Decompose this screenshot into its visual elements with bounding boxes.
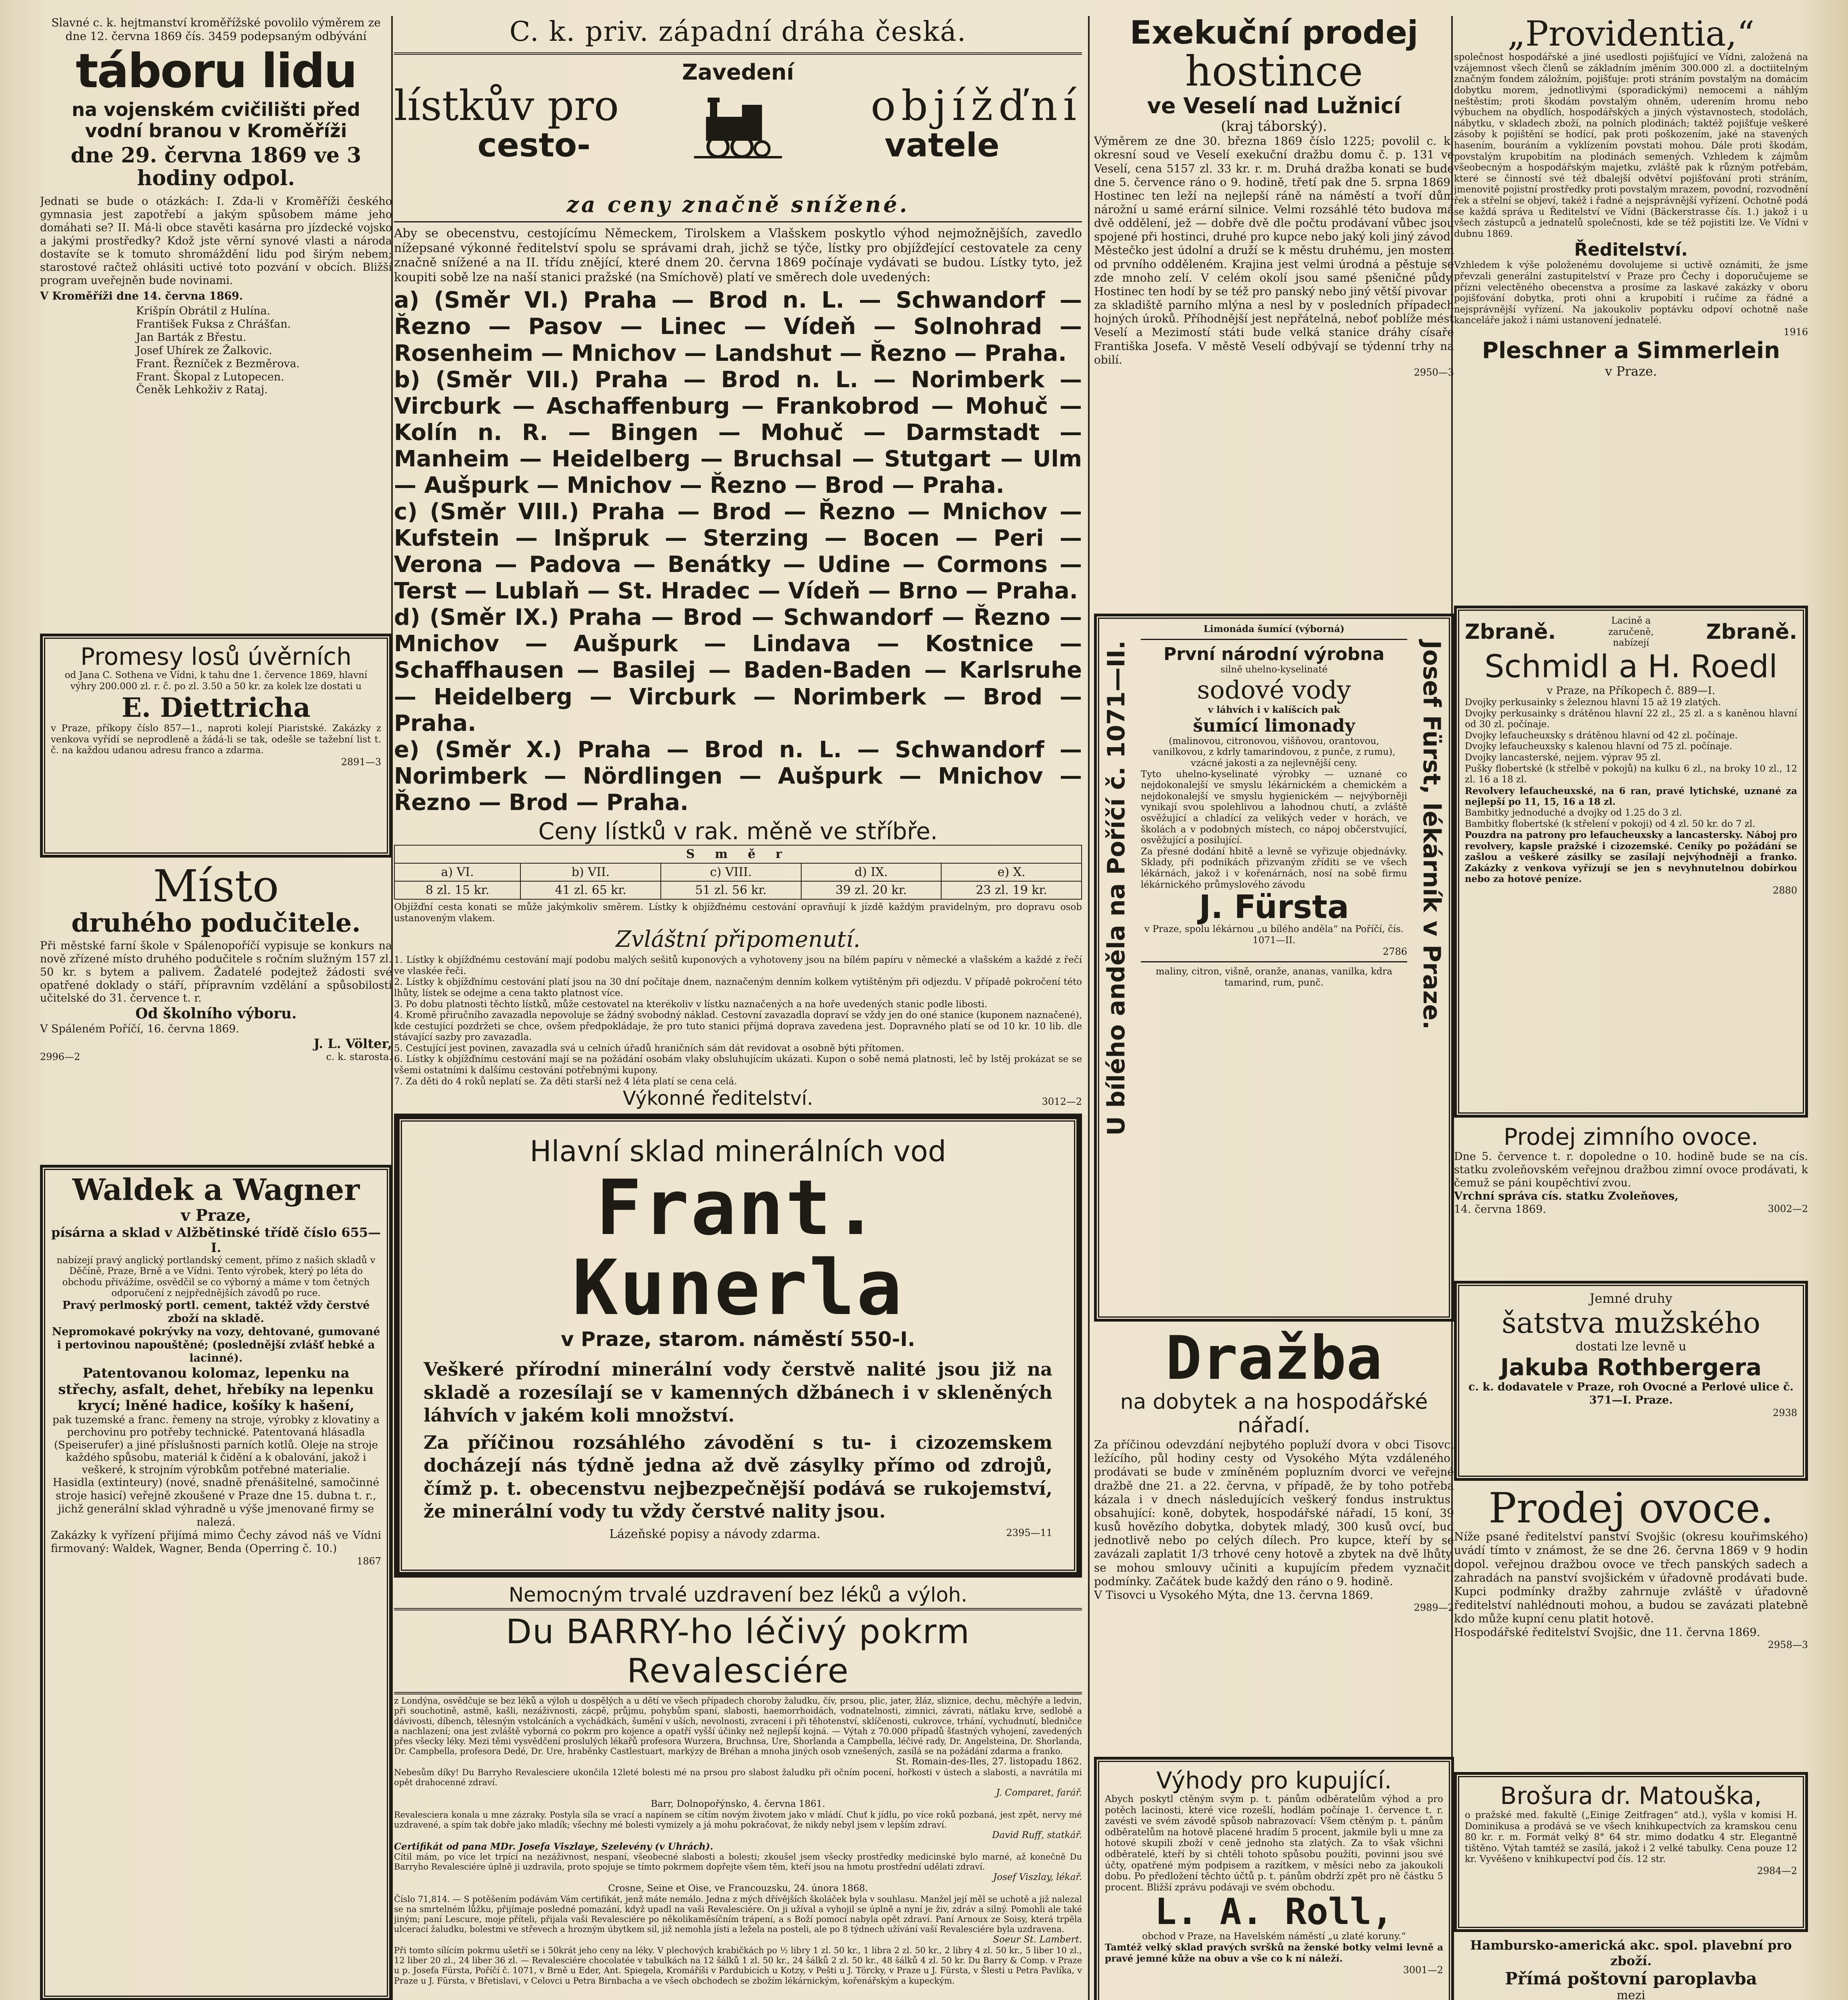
misto-body: Při městské farní škole v Spálenopoříčí vypisuje se konkurs na nově zřízené místo druhého podučitele s ročním služným 157 zl. 50 kr. s bytem a palivem. Žadatelé podejtež žádosti své opatřené doklady o stáří, přípravním vzdělání a spůsobilosti učitelské do 31. července t. r. — [40, 939, 392, 1005]
zvlastni-item: 6. Lístky k objížďnímu cestování mají se na požádání osobám vlaky obsluhujícím ukázati. Kupon o sobě nemá platnosti, leč by lstěj prokázat se se všemi ostatními k dalšímu cestování potřebnými kupony. — [394, 1054, 1082, 1076]
misto-signature: J. L. Völter, — [314, 1036, 392, 1052]
prov-body-2: Vzhledem k výše položenému dovolujeme si uctivě oznámiti, že jsme převzali generální zastupitelství v Praze pro Čechy i doporučujeme se přízni velectěného obecenstva a prosíme za laskavé zakázky v oboru pojišťování dobytka, proti ohni a krupobití i ručíme za řádné a nejsprávnější vyřízení. Na jakoukoliv poptávku odpoví ochotně naše kanceláře jakož i námi ustanovení jednatelé. — [1454, 260, 1808, 326]
ad-waldek-wagner — [40, 1165, 392, 2000]
vyhody-address: obchod v Praze, na Havelském náměstí „u zlaté koruny.“ — [1142, 1931, 1406, 1942]
barry-title: Du BARRY-ho léčivý pokrm Revalesciére — [506, 1612, 970, 1691]
misto-dateline: V Spáleném Poříčí, 16. června 1869. — [40, 1023, 240, 1036]
kunerle-address: v Praze, starom. náměstí 550-I. — [561, 1328, 915, 1351]
zvlastni-item: 4. Kromě přiručního zavazadla nepovoluje se žádný svobodný náklad. Cestovní zavazadla dopraví se vždy jen do oné stanice (kuponem naznačené), kde cestující pozdržeti se chce, ovšem předpokládaje, že pro tuto stanici příjmá doprava zavedena jest. Dopravného platí se od 10 kr. 10 lib. dle stávající sazby pro zavazadla. — [394, 1010, 1082, 1043]
ad-misto — [40, 863, 392, 1159]
prov-number: 1916 — [1783, 326, 1808, 338]
zim-dateline: 14. června 1869. — [1454, 1203, 1546, 1216]
vykonne-reditelstvi: Výkonné ředitelství. — [623, 1087, 813, 1110]
zim-title: Prodej zimního ovoce. — [1504, 1123, 1758, 1150]
zbrane-note: Pouzdra na patrony pro lefaucheuxsky a lancastersky. Náboj pro revolvery, kapsle pražské i cizozemské. Ceníky po požádání se zašlou a veškeré zásilky se zasílají nejvýhodněji a franko. Zakázky z venkova vyřízují se jen s nevyhnutelnou dobírkou nebo za hotové peníze. — [1465, 830, 1797, 885]
fares-head-cell: a) VI. — [394, 863, 520, 881]
waldek-body-6: Hasidla (extinteury) (nové, snadně přenášitelné, samočinné stroje hasicí) veřejně zkoušené v Praze dne 15. dubna t. r., jichž generální sklad výhradně u výše jmenované firmy se nalezá. — [52, 1476, 380, 1528]
barry-letter-1: Nebesům díky! Du Barryho Revalesciere ukončila 12leté bolesti mé na prsou pro slabost žaludku při očním pocení, hořkosti v ústech a slabosti, a navrátila mi opět drahocenné zdraví. — [394, 1767, 1082, 1788]
zbrane-left: Zbraně. — [1465, 620, 1556, 644]
zbrane-firm: Schmidl a H. Roedl — [1484, 648, 1778, 685]
sat-sub: dostati lze levně u — [1576, 1340, 1686, 1354]
sat-firm: Jakuba Rothbergera — [1500, 1354, 1762, 1381]
limonada-title: První národní výrobna — [1163, 644, 1385, 664]
promesy-title: Promesy losů úvěrních — [80, 643, 352, 671]
ad-promesy — [40, 634, 392, 858]
railway-banner — [394, 60, 1082, 192]
sat-number: 2938 — [1772, 1407, 1797, 1418]
tabor-intro: Slavné c. k. hejtmanství kroměřížské povolilo výměrem ze dne 12. června 1869 čís. 3459 podepsaným odbývání — [51, 16, 381, 43]
waldek-body-1: nabízejí pravý anglický portlandský cement, přímo z našich skladů v Děčíně, Praze, Brně a ve Vídni. Tento výrobek, který po léta do obchodu přivážíme, osvědčil se co výborný a máme v tom četných odporučení z nejpřednějších závodů po ruce. — [56, 1255, 376, 1299]
limonada-vertical-right: Josef Fürst, lékárník v Praze. — [1418, 640, 1446, 1030]
zbrane-item: Dvojky lefaucheuxsky s drátěnou hlavní od 42 zl. počínaje. — [1465, 730, 1738, 741]
locomotive-icon — [694, 89, 782, 161]
fares-head-cell: e) X. — [941, 863, 1082, 881]
ad-du-barry — [394, 1583, 1082, 1986]
zbrane-right: Zbraně. — [1706, 620, 1797, 644]
ad-hamburg-america — [1454, 1938, 1808, 2000]
zbrane-item: Bambitky flobertské (k střelení v pokoji) od 4 zl. 50 kr. do 7 zl. — [1465, 818, 1756, 829]
signer: Frant. Škopal z Lutopecen. — [136, 370, 284, 383]
vyhody-title: Výhody pro kupující. — [1156, 1767, 1392, 1794]
railway-header: C. k. priv. západní dráha česká. — [509, 16, 967, 48]
waldek-body-4: Patentovanou kolomaz, lepenku na střechy, asfalt, dehet, hřebíky na lepenku krycí; lněné hadice, košíky k hašení, — [58, 1365, 374, 1414]
limonada-number: 2786 — [1382, 946, 1407, 958]
limonada-sub-2: v láhvích i v kalíšcích pak — [1208, 704, 1340, 716]
zbrane-number: 2880 — [1772, 885, 1797, 896]
zim-signature: Vrchní správa cís. statku Zvoleňoves, — [1454, 1190, 1678, 1202]
column-divider — [1088, 16, 1090, 2000]
promesy-firm: E. Diettricha — [121, 692, 311, 724]
drazba-body: Za příčinou odevzdání nejbytého popluží dvora v obci Tisovci ležícího, půl hodiny cesty od Vysokého Mýta vzdáleného, prodávati se bude v zmíněném popluzním dvorci ve veřejné dražbě dne 21. a 22. června, v případě, že by toho potřeba kázala i v dnech následujících veškerý fondus instruktus, obsahující: koně, dobytek, hospodářské nářadí, 15 koní, 39 kusů hovězího dobytka, dobytek mladý, 300 kusů ovcí, buď jednotlivě nebo po celých dílech. Pro kupce, kteří by se zavázali zaplatit 1/3 trhové ceny hotově a zbytek na dvě lhůty, se mohou smlouvy učiniti a kupujícím předem vyznačiti podmínky. Začátek bude každý den ráno o 9. hodině. — [1094, 1438, 1454, 1588]
exek-number: 2950—3 — [1414, 366, 1454, 378]
limonada-firm: J. Fürsta — [1199, 888, 1349, 926]
zvlastni-item: 7. Za děti do 4 roků neplatí se. Za děti starší než 4 léta platí se cena celá. — [394, 1076, 737, 1087]
barry-dateline: St. Romain-des-Iles, 27. listopadu 1862. — [896, 1756, 1082, 1767]
column-4 — [1454, 16, 1808, 2000]
vyhody-number: 3001—2 — [1403, 1964, 1443, 1976]
prov-signature: Ředitelství. — [1574, 240, 1688, 260]
divider — [394, 1692, 1082, 1694]
fares-note: Objížďní cesta konati se může jakýmkoliv směrem. Lístky k objížďnému cestování opravňují k jízdě každým pravidelným, pro dopravu osob ustanoveným vlakem. — [394, 902, 1082, 924]
vyhody-firm: L. A. Roll, — [1154, 1891, 1394, 1933]
fares-head-cell: b) VII. — [520, 863, 661, 881]
barry-dateline-2: Barr, Dolnopořýnsko, 4. června 1861. — [650, 1798, 825, 1809]
vyhody-extra: Tamtéž velký sklad pravých svršků na ženské botky velmi levně a pravé jemné kůže na obuv a vše co k ní náleží. — [1105, 1942, 1443, 1964]
ad-prodej-ovoce-svojsice — [1454, 1486, 1808, 1766]
waldek-number: 1867 — [356, 1555, 381, 1567]
divider — [394, 221, 1082, 222]
zvlastni-title: Zvláštní připomenutí. — [616, 926, 860, 953]
ovoce-number: 2958—3 — [1768, 1639, 1808, 1651]
zbrane-item: Dvojky perkusainky s drátěnou hlavní 22 zl., 25 zl. a s kaněnou hlavní od 30 zl. počínaje. — [1465, 708, 1797, 730]
promesy-number: 2891—3 — [341, 756, 381, 768]
column-2 — [394, 16, 1082, 2000]
ovoce-body: Níže psané ředitelství panství Svojšic (okresu kouřimského) uvádí tímto v známost, že se dne 26. června 1869 v 9 hodin dopol. veřejnou dražbou ovoce ve třech panských sadech a zahradách na panství svojšickém v úřadovně prodávati bude. Kupci podmínky dražby zahrnuje zvláště v úřadovně ředitelství nahlédnouti mohou, a budou se zavázati platebně kdo může kupní cenu platit hotově. — [1454, 1530, 1808, 1626]
zvlastni-list — [394, 955, 1082, 1087]
signer: Jan Barták z Břestu. — [136, 331, 246, 344]
exek-body: Výměrem ze dne 30. března 1869 číslo 1225; povolil c. k. okresní soud ve Veselí exekuční dražbu domu č. p. 131 ve Veselí, cena 5157 zl. 33 kr. r. m. Druhá dražba konati se bude dne 5. července ráno o 9. hodině, třetí pak dne 5. srpna 1869. Hostinec ten leží na nejlepší ráně na náměstí a tvoří dům nárožní u samé erární silnice. Velmi rozsáhlé této budova má dvě oddělení, jež — dobře dvě dle počtu prodávaní vůbec jsou spojené při hostinci, druhé pro kupce nebo jaký koli jiný závod. Městečko jest údolní a druží se k městu druhému, jen mostem od prvního odděleném. Krajina jest velmi úrodná a pěstuje se zde mnoho zelí. V celém okolí jsou samé pšeničné půdy. Hostinec ten hodí by se též pro panský nebo jiný větší pivovar i za skladiště parního mlýna a nesl by v posledních případech hojných úroků. Příhodnější jest nepřátelná, neboť poblíže mést Veselí a Mezimostí státi bude velká stanice dráhy císaře Františka Josefa. V městě Veselí odbývají se týdenní trhy na obilí. — [1094, 134, 1454, 366]
fares-smer-header: S m ě r — [394, 845, 1082, 863]
misto-subtitle: druhého podučitele. — [71, 908, 361, 938]
zbrane-item: Dvojky perkusainky s železnou hlavní 15 až 19 zlatých. — [1465, 697, 1721, 708]
exek-place: ve Veselí nad Lužnicí — [1147, 93, 1401, 119]
zvlastni-item: 1. Lístky k objížďnému cestování mají podobu malých sešitů kuponových a vyhotoveny jsou na bílém papíru v německé a vlašském a každé z řečí ve vlaskée řeči. — [394, 955, 1082, 976]
barry-letter-2: Revalesciera konala u mne zázraky. Postyla síla se vrací a napínem se cítím novým životem jako v mládí. Chuť k jídlu, po více roků pozbaná, jest zpět, nervy mé uzdravené, a spím tak dobře jako mladík; všechny mé bolesti vymizely a já mohu pokračovat, že nikdy nebyl jsem v lepším zdraví. — [394, 1810, 1082, 1830]
ad-vyhody — [1094, 1757, 1454, 2000]
barry-sig-4: Soeur St. Lambert. — [993, 1934, 1082, 1945]
prov-body: společnost hospodářské a jiné usedlosti pojišťující ve Vídni, založená na vzájemnost všech členů se základním jměním 300.000 zl. a doctiitelným značným fondem záložním, pojišťuje: proti stráním povstalým na domácím dobytku morem, jednotlivými (sporadickými) nemocemi a náhlým neštěstím; proti škodám povstalým ohněm, uderením hromu nebo výbuchem na obydlích, hospodářských a jiných výstavnostech, stodolách, nábytku, v skladech zboží, na polních plodinách; taktéž pojišťuje veškeré zásoby k pojištění se hodící, pak proti poškozením, jaké na stavených hasením, bouráním a vyklízením povstati mohou. Dále proti škodám, povstalým krupobitím na plodinách semených. Vzhledem k zájmům všeobecným a hospodářským majetku, zvláště pak k různým potřebám, které se činností své též dbalejší odvětví pojišťování proti stráním, jmenovitě pojistní prostředky proti povstalým mrazem, povodní, rozvodnění řek a střelní se objeví, takéž i řadné a nejsprávnější vyřízení. Ochotně podá se každá správa u Ředitelství ve Vídni (Bäckerstrasse čís. 1.) jakož i u všech zástupců a jednatelů společnosti, kde se též pojistiti lze. Ve Vídni v dubnu 1869. — [1454, 52, 1808, 239]
barry-letter-3: Cítil mám, po více let trpící na nezáživnost, nespaní, všeobecné slabosti a bolesti; zkoušel jsem všecky prostředky medicinské bylo marné, až konečně Du Barryho Revalesciére úplně ji uzdravila, proto spojuje se tímto pokrmem dopřejte všem těm, kteří jsou na hmotu prostřední udělati zdraví. — [394, 1852, 1082, 1872]
tabor-date: dne 29. června 1869 ve 3 hodiny odpol. — [70, 143, 362, 191]
divider — [394, 1608, 1082, 1610]
ad-tabor-lidu — [40, 16, 392, 628]
zbrane-item: Dvojky lancasterské, nejjem. výprav 95 zl. — [1465, 752, 1661, 763]
ad-limonada — [1094, 614, 1454, 1322]
kunerle-body-2: Za příčinou rozsáhlého závodění s tu- i cizozemskem docházejí nás týdně jedna až dvě zásylky přímo od zdrojů, čímž p. t. obecenstvu nejbezpečnější podává se rukojemství, že minerální vody tu vždy čerstvé nality jsou. — [424, 1431, 1052, 1522]
sat-pre: Jemné druhy — [1590, 1291, 1672, 1306]
ad-zbrane — [1454, 606, 1808, 1118]
limonada-flavors: (malinovou, citronovou, višňovou, orantovou, vanilkovou, z kdrly tamarindovou, z punče, z rumu), vzácné jakosti a za nejlevnější ceny. — [1152, 736, 1396, 768]
railway-big-right-2: vatele — [884, 126, 1000, 164]
ad-brosura — [1454, 1772, 1808, 1932]
drazba-title: Dražba — [1166, 1327, 1382, 1393]
ad-providentia — [1454, 16, 1808, 600]
ovoce-title: Prodej ovoce. — [1488, 1486, 1774, 1532]
exek-kraj: (kraj táborský). — [1221, 118, 1327, 135]
price-heading: Ceny lístků v rak. měně ve stříbře. — [538, 817, 938, 845]
zvlastni-item: 2. Lístky k objížďnímu cestování platí jsou na 30 dní počítaje dnem, naznačeným denním kolkem vytištěným při odjezdu. V případě pokročení této lhůty, lístek se odejme a cena takto platnost více. — [394, 977, 1082, 998]
sat-address: c. k. dodavatele v Praze, roh Ovocné a Perlové ulice č. 371—I. Praze. — [1468, 1381, 1794, 1406]
limonada-body: Tyto uhelno-kyselinaté výrobky — uznané co nejdokonalejší ve smyslu lékárnickém a chemickém a nejdokonalejší ve smyslu hygienickém — nejvýborněji vynikají svou spolehlivou a lahodnou chutí, a zvláště osvěžující a chladící za velikých veder v horách, ve školách a v podobných místech, co nápoj občerstvující, osvěžující a posilující. — [1141, 769, 1407, 846]
ad-kunerle — [394, 1114, 1082, 1578]
prov-firm: Pleschner a Simmerlein — [1482, 337, 1780, 364]
column-3 — [1094, 16, 1454, 2000]
kunerle-body: Veškeré přírodní minerální vody čerstvě nalité jsou již na skladě a rozesílají se v kamenných džbánech i v skleněných láhvích v jakém koli množství. — [424, 1358, 1052, 1426]
fares-head-cell: c) VIII. — [661, 863, 801, 881]
divider — [394, 52, 1082, 55]
divider — [1141, 961, 1407, 962]
railway-zavedeni: Zavedení — [682, 60, 794, 85]
limonada-big: sodové vody — [1197, 675, 1351, 705]
ovoce-dateline: Hospodářské ředitelství Svojšic, dne 11. června 1869. — [1454, 1626, 1760, 1639]
route-b: b) (Směr VII.) Praha — Brod n. L. — Norimberk — Vircburk — Aschaffenburg — Frankobrod — Mohuč — Kolín n. R. — Bingen — Mohuč — Darmstadt — Manheim — Heidelberg — Bruchsal — Stutgart — Ulm — Aušpurk — Mnichov — Řezno — Brod — Praha. — [394, 366, 1082, 498]
railway-routes — [394, 287, 1082, 816]
ad-drazba — [1094, 1327, 1454, 1751]
waldek-body-2: Pravý perlmoský portl. cement, taktéž vždy čerstvé zboží na skladě. — [62, 1299, 370, 1325]
barry-body: z Londýna, osvědčuje se bez léků a výloh u dospělých a u dětí ve všech případech choroby žaludku, čív, prsou, plic, jater, žláz, sliznice, dechu, měchýře a ledvin, při souchotině, astmě, kašli, nezáživnosti, zácpě, průjmu, pohybům spaní, slabosti, haemorrhoidách, vodnatelnosti, zimnici, závrati, nátlaku krve, sedlobě a dávivosti, díbench, tělesným vstolcáních a vychádkách, šumění v uších, nevolnosti, zvracení i při těhotenství, sklíčenosti, cukrovce, trhání, vychudnutí, bledničce a nachlazení; ona jest zvláště vyborná co pokrm pro kojence a opatří vyšší účinky než nejlepší kojná. — Výtah z 70.000 případů šťastných vyhojení, zavedených přes všecky léky. Mezi těmi vysvědčení proslulých lékařů profesora Wurzera, Bruchnsa, Ure, Shorlanda a Campbella, léčivé rady, Dr. Angelsteina, Dr. Shorlanda, Dr. Campbella, profesora Dedé, Dr. Ure, hraběnky Castlestuart, markýzy de Bréhan a mnoha jiných osob vznešených, zasílá se na požádání zdarma a franko. — [394, 1696, 1082, 1756]
promesy-body: od Jana C. Sothena ve Vídni, k tahu dne 1. července 1869, hlavní výhry 200.000 zl. r. č. po zl. 3.50 a 50 kr. za kolek lze dostati u — [64, 670, 368, 692]
zim-body: Dne 5. července t. r. dopoledne o 10. hodině bude se na cís. statku zvoleňovském veřejnou dražbou zimní ovoce prodávati, k čemuž se páni koupěchtiví zvou. — [1454, 1150, 1808, 1189]
prov-firm-city: v Praze. — [1605, 363, 1657, 379]
vyhody-body: Abych poskytl ctěným svým p. t. pánům odběratelům výhod a pro potěch lacinosti, které vice rozešlí, hodlám počínaje 1. července t. r. zavésti ve svém závodě spůsob nabrazovací: Všem ctěným p. t. pánům odběratelům na hotově placené hradím 5 procent, jakmile byli u mne za hotové skupili zboží v ceně jednoho sta zlatých. Za to však všichni odběratelé, kteří by si chtěli tohoto spůsobu použíti, povinni jsou své účty, opatřené mým podpisem a razítkem, v měsíci nebo za jakoukoli dobu. Po předložení těchto účtů p. t. pánům obdrží zpět pro ně částku 5 procent. Bližší zprávu podávaji ve svém obchodu. — [1105, 1794, 1443, 1893]
divider — [1141, 639, 1407, 640]
drazba-subtitle: na dobytek a na hospodářské nářadí. — [1120, 1390, 1428, 1438]
brosura-number: 2984—2 — [1757, 1865, 1797, 1876]
zbrane-item: Pušky flobertské (k střelbě v pokojů) na kulku 6 zl., na broky 10 zl., 12 zl. 16 a 18 zl. — [1465, 763, 1797, 785]
railway-big-left-2: cesto- — [477, 126, 591, 164]
railway-big-left: lístkův pro — [394, 81, 619, 130]
fares-value-cell: 23 zl. 19 kr. — [941, 881, 1082, 899]
misto-title: Místo — [153, 863, 279, 912]
waldek-body-7: Zakázky k vyřízení přijímá mimo Čechy závod náš ve Vídni firmovaný: Waldek, Wagner, Benda (Operring č. 10.) — [51, 1529, 381, 1555]
prov-title: „Providentia,“ — [1507, 16, 1755, 54]
zbrane-item: Bambitky jednoduché a dvojky od 1.25 do 3 zl. — [1465, 807, 1682, 818]
fares-value-cell: 51 zl. 56 kr. — [661, 881, 801, 899]
waldek-body-5: pak tuzemské a franc. řemeny na stroje, výrobky z klovatiny a perchovinu pro potřeby technické. Patentovaná hlásadla (Speiserufer) a jiné příslušnosti parních kotlů. Oleje na stroje každého spůsobu, materiál k čidění a k obalování, jakož i veškeré, k strojním výrobkům potřebné materialie. — [52, 1414, 380, 1476]
ad-satstvo — [1454, 1281, 1808, 1481]
signer: František Fuksa z Chrášťan. — [136, 318, 291, 330]
kunerle-pre: Hlavní sklad minerálních vod — [530, 1134, 946, 1168]
waldek-title: Waldek a Wagner — [72, 1173, 360, 1207]
limonada-vertical-left: U bílého anděla na Poříčí č. 1071—II. — [1102, 640, 1130, 1136]
ad-prodej-zimniho-ovoce — [1454, 1123, 1808, 1275]
kunerle-number: 2395—11 — [1006, 1527, 1052, 1538]
zbrane-item: Revolvery lefaucheuxské, na 6 ran, pravé lytichské, uznané za nejlepší po 11, 15, 16 a 18 zl. — [1465, 785, 1797, 808]
sat-title: šatstva mužského — [1502, 1306, 1760, 1340]
fares-head-cell: d) IX. — [801, 863, 942, 881]
zvlastni-item: 3. Po dobu platnosti těchto lístků, může cestovatel na kterékoliv v lístku naznačených a na hoře uvedených stanic podle libosti. — [394, 999, 988, 1010]
ham-title: Přímá poštovní paroplavba — [1505, 1969, 1757, 1989]
railway-big-right: objížďní — [870, 81, 1082, 130]
barry-cert: Certifikát od pana MDr. Josefa Viszlaye, Szelevény (v Uhrách). — [394, 1841, 713, 1852]
tabor-place: na vojenském cvičilišti před vodní branou v Kroměříži — [72, 99, 360, 142]
exek-word: hostince — [1185, 47, 1363, 96]
fares-value-cell: 39 zl. 20 kr. — [801, 881, 942, 899]
misto-signature-title: c. k. starosta. — [326, 1051, 392, 1063]
limonada-head: Limonáda šumící (výborná) — [1203, 624, 1345, 634]
misto-number: 2996—2 — [40, 1051, 80, 1063]
fares-value-cell: 41 zl. 65 kr. — [520, 881, 661, 899]
ham-pre: Hambursko-americká akc. spol. plavební pro zboží. — [1470, 1938, 1792, 1969]
zim-number: 3002—2 — [1768, 1203, 1808, 1214]
limonada-address: v Praze, spolu lékárnou „u bílého anděla“ na Poříčí, čís. 1071—II. — [1144, 924, 1404, 946]
barry-letter-4: Číslo 71,814. — S potěšením podávám Vám certifikát, jenž máte nemálo. Jedna z mých dřívějších školáček byla v souhlasu. Manžel její měl se uchotě a již nalezal se na smrtelném lůžku, přijímaje posledné pomazání, když upadl na vaši Revalesciére. On ji užíval a vyhojil se úplně a nyní je živ, zdráv a silný. Pomohli ale také jiným; paní Lescure, moje příteli, přijala vaši Revalesciére po několikaměsíčním trápení, a s Boží pomocí nabyla opět zdraví. Paní Arnoux ze Soisy, která trpěla ulcerací žaludku, bolestmi ve střevech a hrozným úbytkem sil, již nemohla jísti a ležela na posteli, ale po 8 týdnech užívání vaší Revalesciére byla uzdravena. — [394, 1894, 1082, 1934]
barry-dateline-3: Crosne, Seine et Oise, ve Francouzsku, 24. února 1868. — [608, 1883, 868, 1894]
waldek-city: v Praze, — [180, 1206, 252, 1225]
barry-pre: Nemocným trvalé uzdravení bez léků a výloh. — [508, 1583, 968, 1607]
route-d: d) (Směr IX.) Praha — Brod — Schwandorf — Řezno — Mnichov — Aušpurk — Lindava — Kostnice — Schaffhausen — Basilej — Baden-Baden — Karlsruhe — Heidelberg — Vircburk — Norimberk — Brod — Praha. — [394, 604, 1082, 736]
zbrane-item: Dvojky lefaucheuxsky s kalenou hlavní od 75 zl. počínaje. — [1465, 741, 1732, 752]
zvlastni-item: 5. Cestující jest povinen, zavazadla svá u celních úřadů hraničních sám dát revidovat a osobně býti přítomen. — [394, 1043, 904, 1054]
zbrane-list — [1465, 697, 1797, 830]
tabor-title: táboru lidu — [76, 43, 356, 99]
tabor-body: Jednati se bude o otázkách: I. Zda-li v Kroměříži českého gymnasia jest zapotřebí a jakým spůsobem máme jeho domáhati se? II. Má-li obce stavěti kasárna pro jízdecké vojsko a jakými prostředky? Kdož jste věrní synové vlasti a národa dostavíte se k tomuto shromáždění lidu pod širým nebem; starostové račtež ohlásiti uctivé toto pozvání v obcích. Bližší program uveřejněn bude novinami. — [40, 195, 392, 287]
fares-value-cell: 8 zl. 15 kr. — [394, 881, 520, 899]
tabor-signers — [40, 305, 392, 397]
exek-title: Exekuční prodej — [1130, 16, 1418, 51]
barry-sig-2: David Ruff, statkář. — [992, 1830, 1082, 1840]
tabor-dateline: V Kroměříži dne 14. června 1869. — [40, 290, 243, 302]
column-1 — [40, 16, 392, 2000]
limonada-foot: maliny, citron, višně, oranže, ananas, vanilka, kdra tamarind, rum, punč. — [1156, 966, 1392, 988]
zbrane-small: Lacině a zaručeně, nabízejí — [1608, 616, 1654, 648]
limonada-sub: silně uhelno-kyselinaté — [1220, 664, 1328, 675]
brosura-title: Brošura dr. Matouška, — [1500, 1782, 1762, 1810]
signer: Josef Uhírek ze Žalkovic. — [136, 344, 272, 357]
route-c: c) (Směr VIII.) Praha — Brod — Řezno — Mnichov — Kufstein — Inšpruk — Sterzing — Bocen — Peri — Verona — Padova — Benátky — Udine — Cormons — Terst — Lublaň — St. Hradec — Vídeň — Brno — Praha. — [394, 499, 1082, 604]
limonada-body-2: Za přesné dodání hbitě a levně se vyřizuje objednávky. Sklady, při podnikách přizvaným zříditi se ve všech lékárnách, jakož i v kořenárnách, nosí na sobě firmu lékárnického průmyslového závodu — [1141, 846, 1407, 890]
railway-intro: Aby se obecenstvu, cestojícímu Německem, Tirolskem a Vlašskem poskytlo výhod nejmožnějších, zavedlo nížepsané výkonné ředitelství spolu se správami drah, jichž se týče, lístky pro objížďející cestovatele za ceny značně snížené a na II. třídu znějící, které dnem 20. června 1869 počínaje vydávati se budou. Lístky tyto, jež koupiti sobě lze na naší stanici pražské (na Smíchově) platí ve směrech dole uvedených: — [394, 226, 1082, 284]
barry-sig-3: Josef Viszlay, lékař. — [993, 1872, 1082, 1883]
drazba-dateline: V Tisovci u Vysokého Mýta, dne 13. června 1869. — [1094, 1588, 1374, 1602]
signer: Čeněk Lehkoživ z Rataj. — [136, 384, 268, 396]
ham-mezi: mezi — [1616, 1988, 1646, 2000]
zbrane-address: v Praze, na Příkopech č. 889—I. — [1546, 684, 1715, 697]
kunerle-foot: Lázeňské popisy a návody zdarma. — [609, 1527, 821, 1541]
kunerle-name: Frant. Kunerla — [572, 1164, 904, 1332]
ad-exekucni-prodej — [1094, 16, 1454, 608]
promesy-addr: v Praze, příkopy číslo 857—1., naproti kolejí Piaristské. Zakázky z venkova vyřídí se neprodleně a žádá-li se tak, odešle se tažební list t. č. na každou udanou adresu franco a zdarma. — [51, 723, 381, 756]
brosura-body: o pražské med. fakultě („Einige Zeitfragen“ atd.), vyšla v komisi H. Dominikusa a prodává se ve všech knihkupectvích za kramskou cenu 80 kr. r. m. Formát velký 8° 64 str. mimo dodatku 4 str. Elegantně tištěno. Výtah tamtéž se zasílá, jakož i 2 velké tabulky. Cena pouze 12 kr. Vyvěšeno v knihkupectví pod čís. 12 str. — [1465, 1810, 1797, 1865]
waldek-body-3: Nepromokavé pokrývky na vozy, dehtované, gumované i pertovinou napouštěné; (poslednější zvlášť hebké a lacinné). — [52, 1325, 380, 1364]
signer: Frant. Řezníček z Bezměrova. — [136, 357, 300, 370]
railway-number: 3012—2 — [1042, 1096, 1082, 1108]
railway-subtitle: za ceny značně snížené. — [566, 192, 910, 217]
drazba-number: 2989—2 — [1414, 1602, 1454, 1613]
misto-board: Od školního výboru. — [135, 1005, 297, 1022]
route-a: a) (Směr VI.) Praha — Brod n. L. — Schwandorf — Řezno — Pasov — Linec — Vídeň — Solnohrad — Rosenheim — Mnichov — Landshut — Řezno — Praha. — [394, 287, 1082, 366]
signer: Krišpín Obrátil z Hulína. — [136, 304, 270, 317]
route-e: e) (Směr X.) Praha — Brod n. L. — Schwandorf — Norimberk — Nördlingen — Aušpurk — Mnichov — Řezno — Brod — Praha. — [394, 736, 1082, 816]
barry-sig-1: J. Comparet, farář. — [996, 1788, 1082, 1798]
fares-table — [394, 845, 1082, 900]
barry-tail: Při tomto sílícím pokrmu ušetří se i 50krát jeho ceny na léky. V plechových krabičkách po ½ libry 1 zl. 50 kr., 1 libra 2 zl. 50 kr., 2 libry 4 zl. 50 kr., 5 liber 10 zl., 12 liber 20 zl., 24 liber 36 zl. — Revalesciére chocolatée v tabulkách na 12 šálků 1 zl. 50 kr., 24 šálků 2 zl. 50 kr., 48 šálků 4 zl. 50 kr. Du Barry & Comp. v Praze u p. Josefa Fürsta, Poříčí č. 1071, v Brně u Eder, Ant. Spiegela, Kromáříši v Pardubicích u Kotzy, v Pešti u J. Törcky, v Praze u J. Fürsta, v Šlesti u Petra Pavlíka, v Praze u J. Fürsta, v Břetislavi, v Celovci u Petra Birnbacha a ve všech obchodech se zbožím lékárnickým, kořenářským a kupeckým. — [394, 1946, 1082, 1986]
waldek-address: písárna a sklad v Alžbětinské třídě číslo 655—I. — [51, 1224, 381, 1255]
limonada-big-2: šumící limonady — [1193, 715, 1355, 736]
